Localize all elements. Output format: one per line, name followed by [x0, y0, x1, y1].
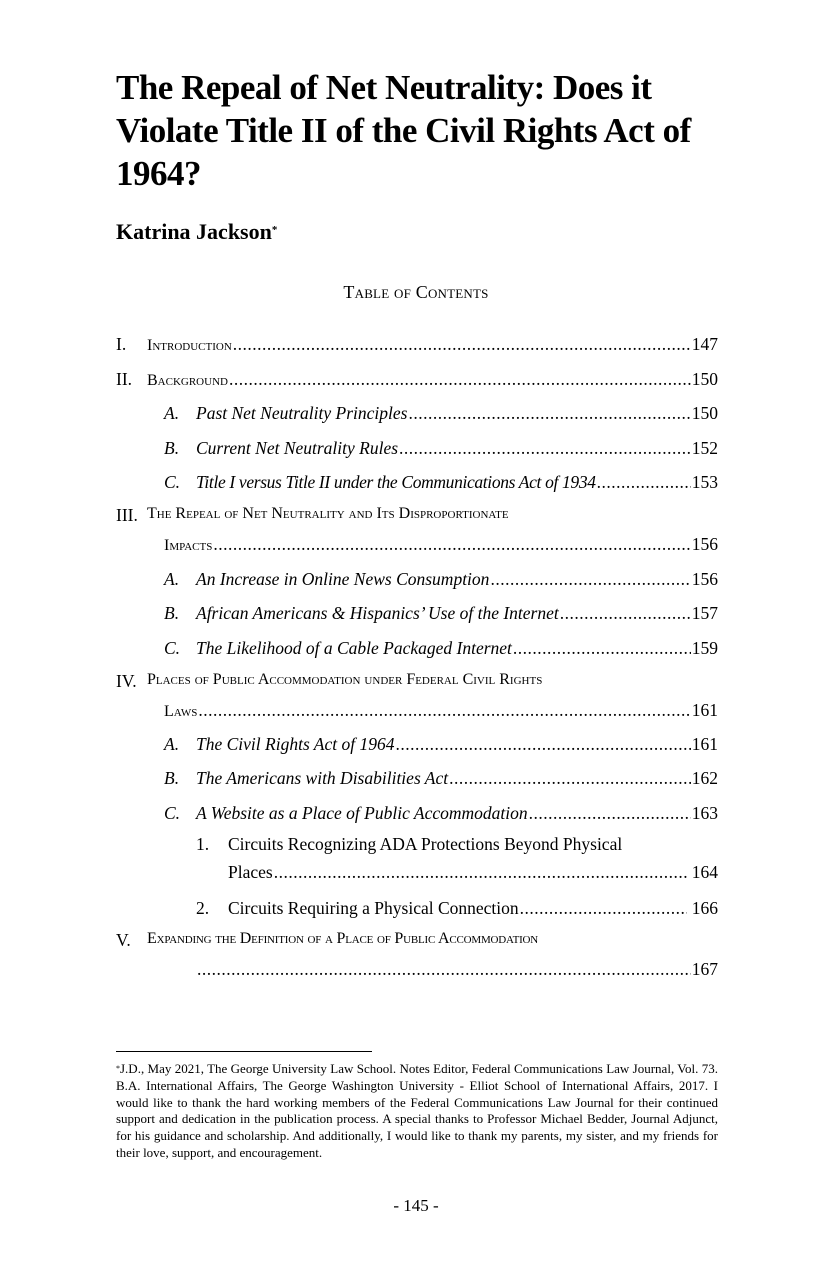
toc-entry-page: 164: [691, 862, 718, 882]
author-name: [116, 218, 277, 246]
dot-leader: [229, 366, 691, 392]
dot-leader: [597, 469, 691, 495]
toc-entry-number: B.: [164, 438, 180, 458]
toc-entry-page: 159: [691, 638, 718, 658]
author-footnote-marker[interactable]: *: [271, 224, 278, 236]
toc-entry-label: The Americans with Disabilities Act: [196, 768, 449, 788]
dot-leader: [197, 956, 691, 982]
toc-entry-number: 1.: [196, 834, 210, 854]
toc-entry-cable-packaged-internet[interactable]: [164, 635, 718, 661]
dot-leader: [274, 859, 687, 885]
article-title: The Repeal of Net Neutrality: Does it Violate Title II of the Civil Rights Act of 1964?: [116, 68, 691, 193]
dot-leader: [233, 331, 691, 357]
dot-leader: [396, 731, 691, 757]
toc-entry-public-accommodation-laws[interactable]: [164, 697, 718, 723]
footnote-text: J.D., May 2021, The George University Law School. Notes Editor, Federal Communications Law Journal, Vol. 73. B.A. International Affairs, The George Washington University - Elliot School of International Affairs, 2017. I would like to thank the hard working members of the Federal Communications Law Journal for their continued support and dedication in the publication process. A special thanks to Professor Michael Bedder, Journal Adjunct, for his guidance and scholarship. And additionally, I would like to thank my parents, my sister, and my friends for their love, support, and encouragement.: [116, 1061, 718, 1160]
dot-leader: [520, 895, 687, 921]
toc-entry-label: Current Net Neutrality Rules: [196, 438, 399, 458]
dot-leader: [399, 435, 691, 461]
dot-leader: [408, 400, 690, 426]
toc-entry-label: African Americans & Hispanics’ Use of the Internet: [196, 603, 559, 623]
toc-entry-expanding-definition-label-line1[interactable]: Expanding the Definition of a Place of Public Accommodation: [147, 930, 539, 947]
dot-leader: [490, 566, 690, 592]
toc-entry-page: 150: [691, 403, 718, 423]
toc-entry-page: 150: [691, 369, 718, 389]
toc-entry-online-news[interactable]: [164, 566, 718, 592]
toc-entry-label: The Likelihood of a Cable Packaged Internet: [196, 638, 512, 658]
toc-entry-page: 156: [691, 534, 718, 554]
toc-entry-page: 152: [691, 438, 718, 458]
toc-entry-current-net-neutrality[interactable]: [164, 435, 718, 461]
toc-entry-number: C.: [164, 803, 181, 823]
toc-entry-expanding-definition[interactable]: [196, 956, 718, 982]
toc-entry-label: Introduction: [147, 337, 232, 354]
toc-entry-background[interactable]: [116, 366, 718, 392]
toc-entry-label: Title I versus Title II under the Communications Act of 1934: [196, 472, 596, 492]
dot-leader: [513, 635, 691, 661]
toc-entry-label: Past Net Neutrality Principles: [196, 403, 408, 423]
toc-entry-repeal-net-neutrality[interactable]: [164, 531, 718, 557]
toc-entry-number: I.: [116, 334, 127, 354]
toc-entry-page: 161: [691, 734, 718, 754]
toc-entry-number: A.: [164, 569, 180, 589]
dot-leader: [449, 765, 691, 791]
toc-entry-page: 153: [691, 472, 718, 492]
dot-leader: [560, 600, 691, 626]
author-footnote: [116, 1061, 718, 1162]
toc-entry-number: B.: [164, 768, 180, 788]
toc-entry-label: An Increase in Online News Consumption: [196, 569, 490, 589]
toc-entry-label: A Website as a Place of Public Accommodation: [196, 803, 528, 823]
dot-leader: [529, 800, 691, 826]
toc-entry-website-public-accommodation[interactable]: [164, 800, 718, 826]
toc-entry-label: The Civil Rights Act of 1964: [196, 734, 395, 754]
toc-entry-number: B.: [164, 603, 180, 623]
toc-entry-label: Impacts: [164, 537, 213, 554]
dot-leader: [198, 697, 690, 723]
toc-entry-internet-use[interactable]: [164, 600, 718, 626]
toc-entry-public-accommodation-label-line1[interactable]: Places of Public Accommodation under Federal Civil Rights: [147, 671, 543, 688]
toc-entry-label: Circuits Requiring a Physical Connection: [228, 898, 519, 918]
toc-entry-ada-beyond-physical[interactable]: [228, 859, 718, 885]
toc-entry-page: 156: [691, 569, 718, 589]
footnote-marker: *: [116, 1064, 120, 1073]
toc-entry-civil-rights-act[interactable]: [164, 731, 718, 757]
toc-entry-title-i-vs-title-ii[interactable]: [164, 469, 718, 495]
toc-entry-past-net-neutrality[interactable]: [164, 400, 718, 426]
toc-entry-page: 163: [691, 803, 718, 823]
page-number: - 145 -: [393, 1196, 439, 1215]
toc-entry-number: A.: [164, 403, 180, 423]
toc-entry-page: 161: [691, 700, 718, 720]
toc-entry-number: III.: [116, 505, 138, 525]
author-name-text: Katrina Jackson: [116, 219, 272, 244]
toc-entry-number: II.: [116, 369, 133, 389]
toc-entry-number: A.: [164, 734, 180, 754]
toc-entry-number: C.: [164, 638, 181, 658]
toc-entry-number: C.: [164, 472, 181, 492]
toc-entry-ada-beyond-physical-label-line1[interactable]: Circuits Recognizing ADA Protections Beyond Physical: [228, 834, 623, 854]
toc-entry-label: Laws: [164, 703, 198, 720]
footnote-divider: [116, 1051, 372, 1052]
toc-entry-label: Background: [147, 372, 228, 389]
toc-entry-page: 147: [691, 334, 718, 354]
toc-heading: Table of Contents: [343, 282, 489, 302]
toc-entry-page: 167: [691, 959, 718, 979]
toc-entry-number: IV.: [116, 671, 137, 691]
toc-entry-ada[interactable]: [164, 765, 718, 791]
toc-entry-repeal-label-line1[interactable]: The Repeal of Net Neutrality and Its Disproportionate: [147, 505, 509, 522]
toc-entry-physical-connection[interactable]: [196, 895, 718, 921]
toc-entry-number: V.: [116, 930, 131, 950]
toc-entry-page: 157: [691, 603, 718, 623]
dot-leader: [213, 531, 690, 557]
toc-entry-page: 162: [691, 768, 718, 788]
toc-entry-label: Places: [228, 862, 273, 882]
toc-entry-number: 2.: [196, 898, 210, 918]
toc-entry-page: 166: [691, 898, 718, 918]
toc-entry-introduction[interactable]: [116, 331, 718, 357]
